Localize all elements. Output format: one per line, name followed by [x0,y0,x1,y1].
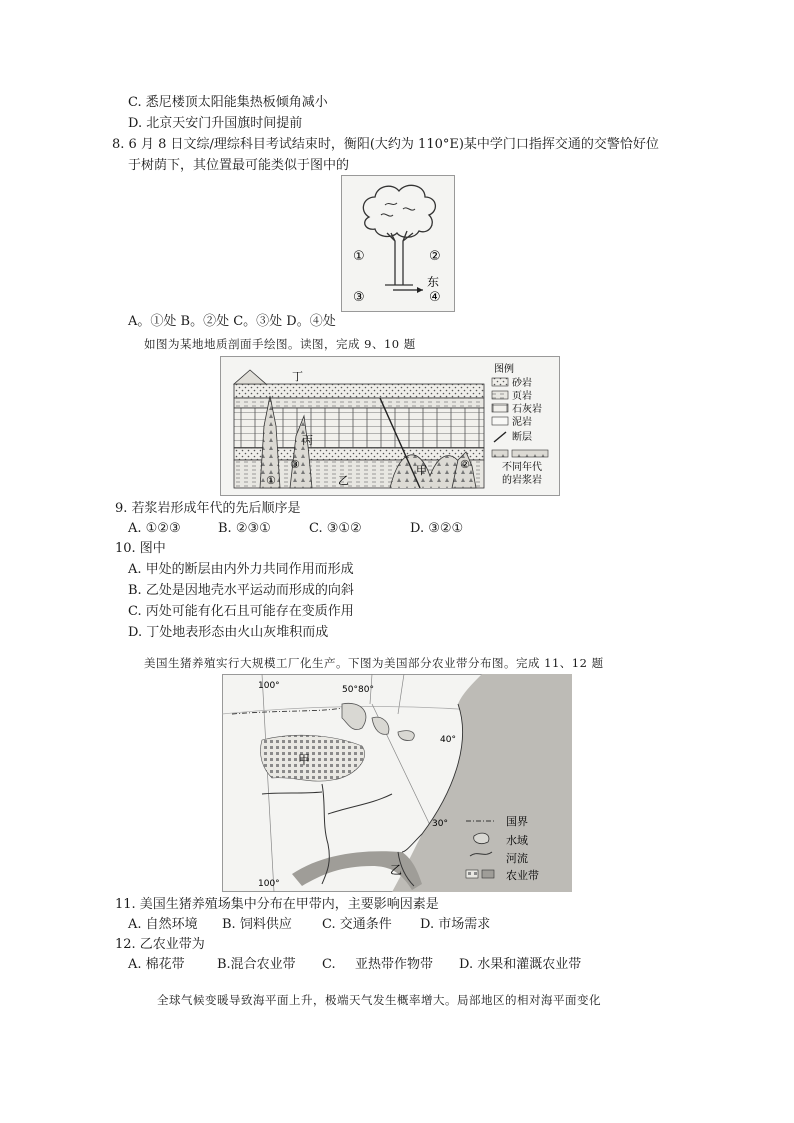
marker-3: ③ [353,290,365,305]
label-jia: 甲 [416,464,427,477]
legend-sandstone: 砂岩 [512,378,532,389]
q9-stem: 9. 若浆岩形成年代的先后顺序是 [115,501,301,516]
label-m2: ② [460,458,470,471]
east-label: 东 [427,275,440,289]
label-lon-50: 50° [342,685,358,695]
intro-next: 全球气候变暖导致海平面上升，极端天气发生概率增大。局部地区的相对海平面变化 [157,993,601,1007]
tree-figure [341,175,455,312]
q8-stem-line1: 8. 6 月 8 日文综/理综科目考试结束时，衡阳(大约为 110°E)某中学门口指挥交通的交警恰好位 [112,137,659,152]
legend-fault: 断层 [512,432,532,443]
q10-stem: 10. 图中 [115,541,166,556]
legend-border: 国界 [506,815,528,828]
q12-option-d: D. 水果和灌溉农业带 [459,957,582,972]
q11-option-b: B. 饲料供应 [222,917,292,932]
legend-limestone: 石灰岩 [512,404,542,415]
tree-drawing [341,175,455,312]
label-yi: 乙 [390,863,403,877]
q7-option-d: D. 北京天安门升国旗时间提前 [128,116,303,131]
q8-stem-line2: 于树荫下，其位置最可能类似于图中的 [128,158,350,173]
q12-option-c-text: 亚热带作物带 [355,957,434,972]
q11-option-c: C. 交通条件 [322,917,392,932]
label-bing: 丙 [302,434,313,447]
label-lon-100-top: 100° [258,681,280,691]
intro-11-12: 美国生猪养殖实行大规模工厂化生产。下图为美国部分农业带分布图。完成 11、12 题 [144,656,604,670]
q12-option-b: B.混合农业带 [217,957,296,972]
label-lon-80: 80° [358,685,374,695]
q9-option-b: B. ②③① [218,521,271,536]
geology-figure [220,356,560,496]
label-lon-100-bottom: 100° [258,879,280,889]
legend-mudstone: 泥岩 [512,417,532,428]
legend-river: 河流 [506,852,528,865]
q12-option-c-letter: C. [322,957,336,972]
q10-option-c: C. 丙处可能有化石且可能存在变质作用 [128,604,354,619]
label-lat-40: 40° [440,735,456,745]
legend-belt: 农业带 [506,869,539,882]
q11-option-d: D. 市场需求 [420,917,491,932]
marker-4: ④ [429,290,441,305]
q10-option-b: B. 乙处是因地壳水平运动而形成的向斜 [128,583,354,598]
q9-option-d: D. ③②① [410,521,464,536]
map-drawing [222,674,572,892]
label-m1: ① [266,474,276,487]
q8-options: A。①处 B。②处 C。③处 D。④处 [128,314,336,329]
label-lat-30: 30° [432,819,448,829]
legend-magma-2: 的岩浆岩 [502,475,542,486]
legend-title: 图例 [494,364,514,375]
q10-option-a: A. 甲处的断层由内外力共同作用而形成 [128,562,354,577]
us-agriculture-map [222,674,572,892]
geology-drawing [220,356,560,496]
marker-1: ① [353,249,365,264]
label-ding: 丁 [292,370,303,383]
q9-option-a: A. ①②③ [128,521,181,536]
label-yi: 乙 [338,474,349,487]
legend-magma-1: 不同年代 [502,462,542,473]
strata-block [234,370,484,488]
q12-option-a: A. 棉花带 [128,957,185,972]
legend-shale: 页岩 [512,391,532,402]
label-jia: 甲 [298,753,311,767]
intro-9-10: 如图为某地地质剖面手绘图。读图，完成 9、10 题 [144,337,416,351]
q11-option-a: A. 自然环境 [128,917,198,932]
q7-option-c: C. 悉尼楼顶太阳能集热板倾角减小 [128,95,328,110]
marker-2: ② [429,249,441,264]
label-m3: ③ [290,458,300,471]
belt-jia [260,735,364,781]
q11-stem: 11. 美国生猪养殖场集中分布在甲带内，主要影响因素是 [115,897,439,912]
q9-option-c: C. ③①② [309,521,362,536]
q10-option-d: D. 丁处地表形态由火山灰堆积而成 [128,625,329,640]
legend-water: 水域 [506,834,528,847]
q12-stem: 12. 乙农业带为 [115,937,205,952]
